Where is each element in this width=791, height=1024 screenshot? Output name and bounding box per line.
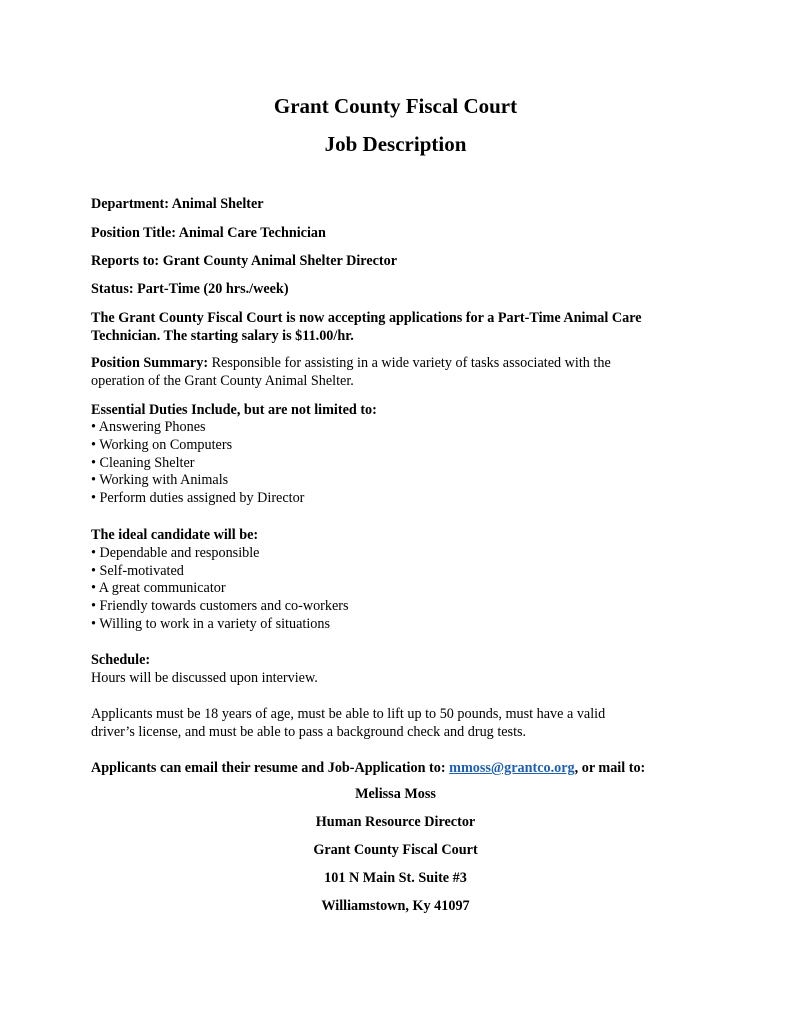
duties-heading: Essential Duties Include, but are not limited to: <box>91 402 377 418</box>
apply-instructions <box>91 760 645 777</box>
position-summary-line-2: operation of the Grant County Animal Shelter. <box>91 373 354 389</box>
email-link[interactable]: mmoss@grantco.org <box>449 760 575 776</box>
candidate-item: • Self-motivated <box>91 563 184 579</box>
contact-city: Williamstown, Ky 41097 <box>321 898 470 914</box>
contact-org: Grant County Fiscal Court <box>313 842 478 858</box>
status-field: Status: Part-Time (20 hrs./week) <box>91 281 289 297</box>
document-title: Grant County Fiscal Court <box>273 94 518 118</box>
candidate-item: • Willing to work in a variety of situations <box>91 616 330 632</box>
schedule-text: Hours will be discussed upon interview. <box>91 670 318 686</box>
contact-name: Melissa Moss <box>355 786 436 802</box>
duty-item: • Perform duties assigned by Director <box>91 490 305 506</box>
candidate-heading: The ideal candidate will be: <box>91 527 259 543</box>
duty-item: • Working with Animals <box>91 472 229 488</box>
reports-to-field: Reports to: Grant County Animal Shelter Director <box>91 253 398 269</box>
announcement-line-2: Technician. The starting salary is $11.00/hr. <box>91 328 354 344</box>
position-summary <box>91 355 611 372</box>
document-subtitle: Job Description <box>324 132 467 156</box>
position-summary-text: Responsible for assisting in a wide variety of tasks associated with the <box>208 355 611 371</box>
department-field: Department: Animal Shelter <box>91 196 264 212</box>
candidate-item: • Dependable and responsible <box>91 545 260 561</box>
duty-item: • Cleaning Shelter <box>91 455 195 471</box>
position-title-field: Position Title: Animal Care Technician <box>91 225 326 241</box>
apply-suffix: , or mail to: <box>574 760 646 776</box>
schedule-heading: Schedule: <box>91 652 151 668</box>
candidate-item: • Friendly towards customers and co-workers <box>91 598 349 614</box>
apply-prefix: Applicants can email their resume and Job-Application to: <box>91 760 450 776</box>
contact-street: 101 N Main St. Suite #3 <box>324 870 467 886</box>
announcement-line-1: The Grant County Fiscal Court is now accepting applications for a Part-Time Animal Care <box>91 310 642 326</box>
position-summary-label: Position Summary: <box>91 355 209 371</box>
duty-item: • Answering Phones <box>91 419 206 435</box>
requirements-line-1: Applicants must be 18 years of age, must be able to lift up to 50 pounds, must have a valid <box>91 706 606 722</box>
candidate-item: • A great communicator <box>91 580 226 596</box>
contact-role: Human Resource Director <box>315 814 476 830</box>
requirements-line-2: driver’s license, and must be able to pass a background check and drug tests. <box>91 724 527 740</box>
duty-item: • Working on Computers <box>91 437 233 453</box>
